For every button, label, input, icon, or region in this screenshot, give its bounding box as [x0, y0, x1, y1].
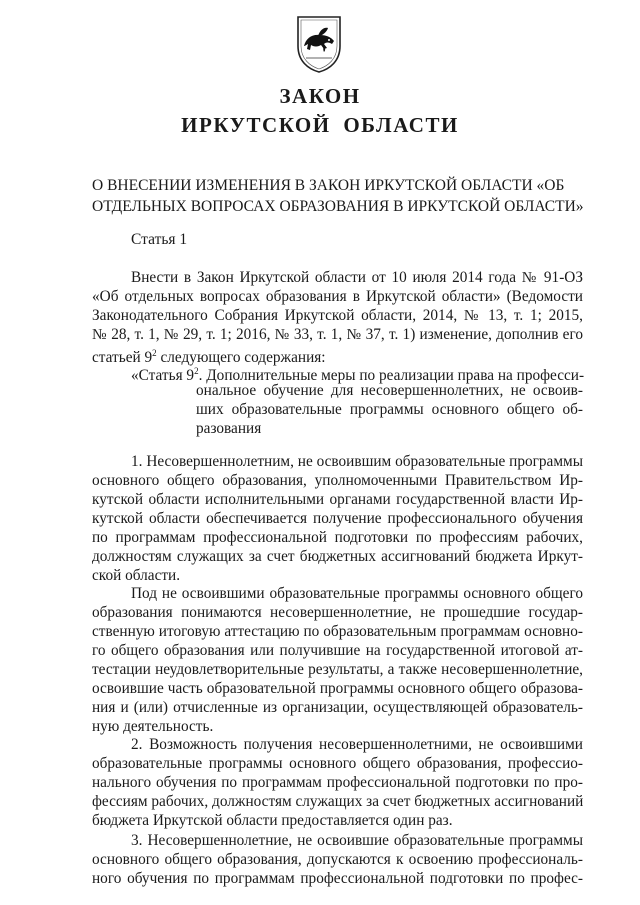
paragraph-line: нального обучения по программам профессиональной подготовки по про- [92, 774, 583, 791]
paragraph-line: основного общего образования, уполномоченными Правительством Ир- [92, 472, 583, 489]
paragraph-line: освоившие часть образовательной программы основного общего образова- [92, 680, 583, 697]
intro-line: Законодательного Собрания Иркутской области, 2014, № 13, т. 1; 2015, [92, 307, 583, 324]
paragraph-line: бюджета Иркутской области предоставляется один раз. [92, 812, 453, 829]
irkutsk-coat-of-arms-icon [294, 14, 344, 74]
paragraph-line: ственную итоговую аттестацию по образовательным программам основно- [92, 623, 583, 640]
new-article-prefix: «Статья 9 [131, 367, 195, 385]
intro-line: Внести в Закон Иркутской области от 10 июля 2014 года № 91-ОЗ [131, 269, 583, 286]
paragraph-line: по программам профессиональной подготовки по профессиям рабочих, [92, 529, 583, 546]
paragraph-line: кутской области исполнительными органами государственной власти Ир- [92, 491, 583, 508]
paragraph-line: ния и (или) отчисленные из организации, осуществляющей образователь- [92, 699, 583, 716]
paragraph-line: основного общего образования, допускаются к освоению профессиональ- [92, 851, 583, 868]
law-title: ЗАКОН [279, 84, 361, 108]
new-article-title-line: разования [196, 420, 262, 437]
paragraph-line: ской области. [92, 567, 181, 584]
paragraph-line: Под не освоившими образовательные программы основного общего [131, 585, 583, 602]
intro-line: № 28, т. 1, № 29, т. 1; 2016, № 33, т. 1, № 37, т. 1) изменение, дополнив его [92, 326, 583, 343]
paragraph-line: должностям служащих за счет бюджетных ассигнований бюджета Иркут- [92, 548, 583, 565]
paragraph-line: кутской области обеспечивается получение профессионального обучения [92, 510, 583, 527]
intro-suffix: следующего содержания: [156, 349, 326, 367]
paragraph-line: ную деятельность. [92, 718, 214, 735]
new-article-superscript: 2 [194, 366, 199, 376]
paragraph-line: 1. Несовершеннолетним, не освоившим образовательные программы [131, 453, 583, 470]
law-region: ИРКУТСКОЙ ОБЛАСТИ [181, 113, 459, 137]
paragraph-line: го общего образования или получившие на государственной итоговой ат- [92, 642, 583, 659]
new-article-title-line: ональное обучение для несовершеннолетних, не освоив- [196, 382, 583, 399]
paragraph-line: образования понимаются несовершеннолетние, не прошедшие государ- [92, 604, 583, 621]
law-subject-line: ОТДЕЛЬНЫХ ВОПРОСАХ ОБРАЗОВАНИЯ В ИРКУТСКОЙ ОБЛАСТИ» [92, 198, 584, 215]
intro-superscript: 2 [152, 348, 157, 358]
paragraph-line: 3. Несовершеннолетние, не освоившие образовательные программы [131, 832, 583, 849]
new-article-title-line: ших образовательные программы основного общего об- [196, 401, 583, 418]
intro-line: «Об отдельных вопросах образования в Иркутской области» (Ведомости [92, 288, 583, 305]
paragraph-line: тестации неудовлетворительные результаты, а также несовершеннолетние, [92, 661, 583, 678]
paragraph-line: 2. Возможность получения несовершеннолетними, не освоившими [131, 736, 583, 753]
paragraph-line: образовательные программы основного общего образования, профессио- [92, 755, 583, 772]
article-heading: Статья 1 [131, 231, 188, 248]
law-subject-line: О ВНЕСЕНИИ ИЗМЕНЕНИЯ В ЗАКОН ИРКУТСКОЙ ОБЛАСТИ «ОБ [92, 177, 565, 194]
paragraph-line: ного обучения по программам профессиональной подготовки по профес- [92, 870, 583, 887]
new-article-title-start: . Дополнительные меры по реализации права на професси- [198, 367, 585, 385]
intro-prefix: статьей 9 [92, 349, 153, 367]
paragraph-line: фессиям рабочих, должностям служащих за счет бюджетных ассигнований [92, 793, 584, 810]
